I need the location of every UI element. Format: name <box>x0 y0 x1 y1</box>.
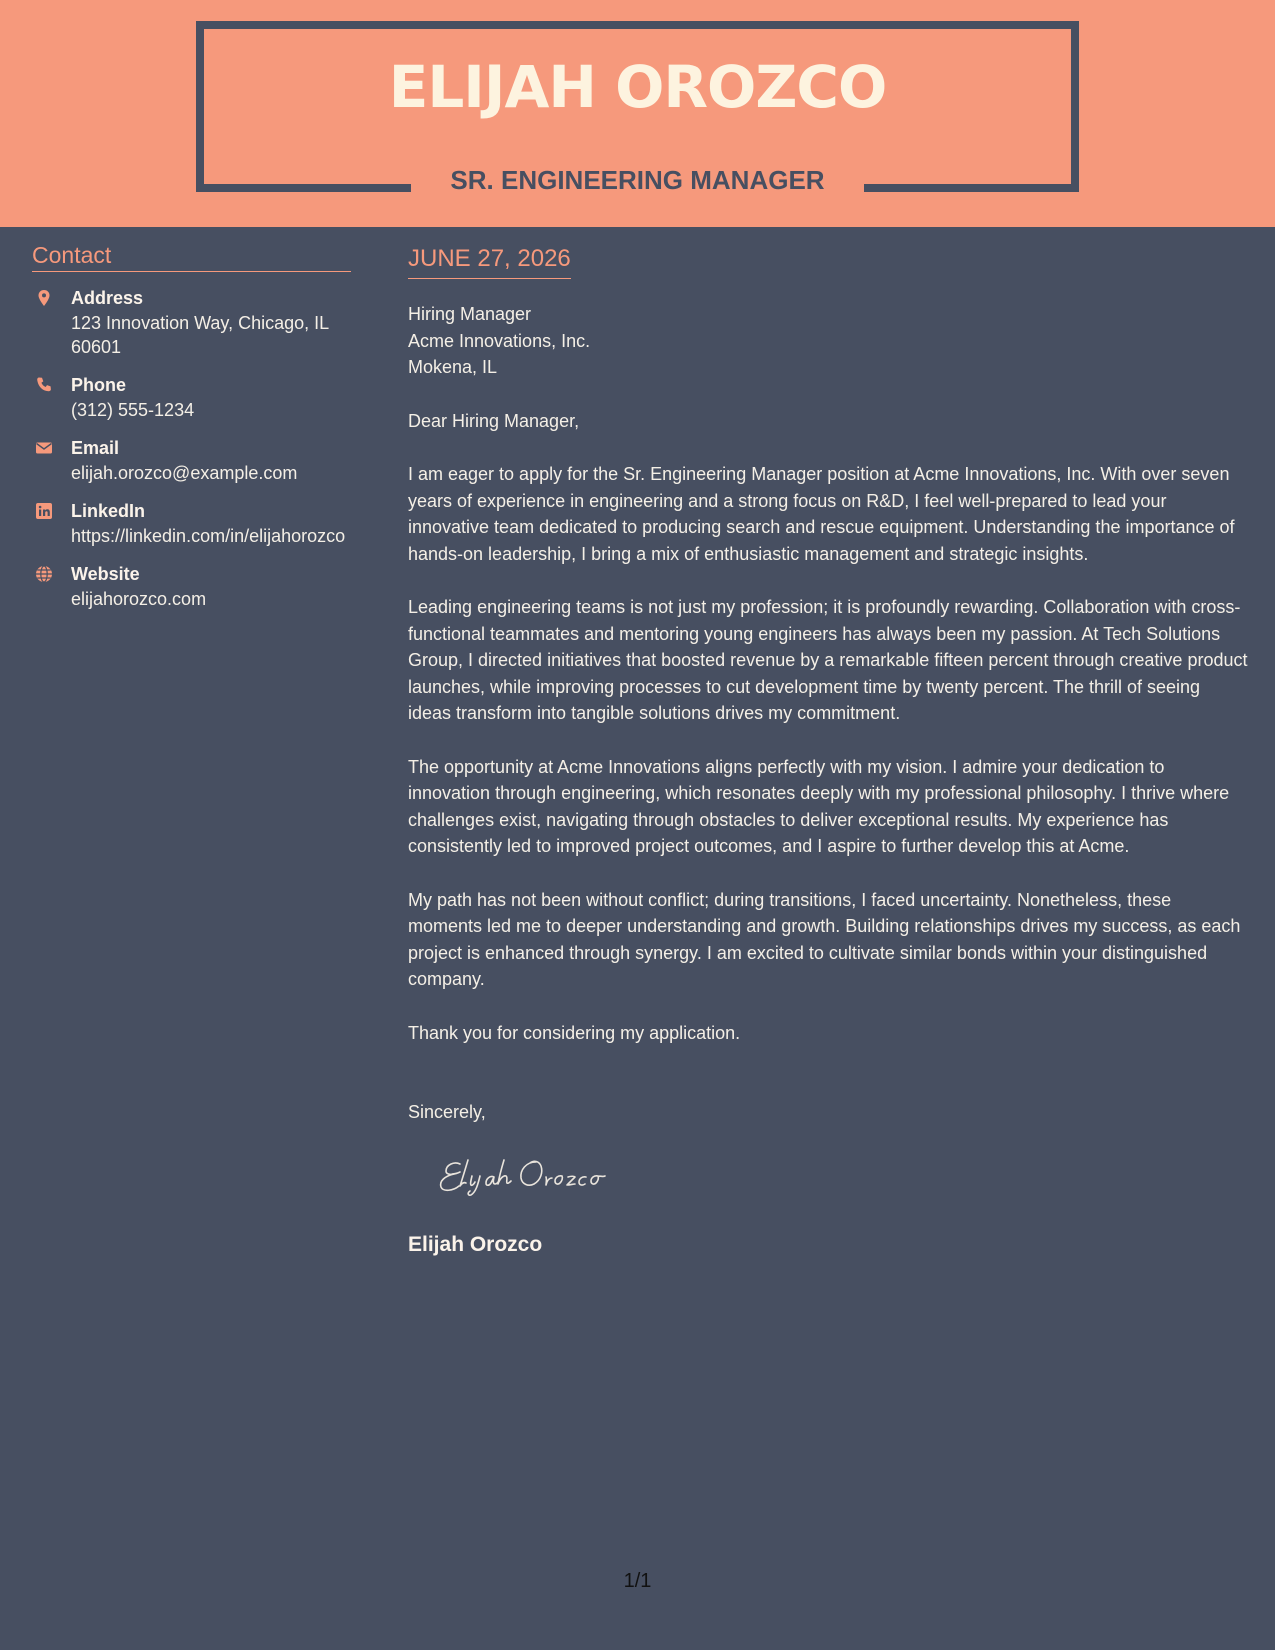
letter-paragraph: Leading engineering teams is not just my profession; it is profoundly rewarding. Collaboration with cross-functional teammates and mentoring young engineers has always been my passion. At Tech Solutions Group, I directed initiatives that boosted revenue by a remarkable fifteen percent through creative product launches, while improving processes to cut development time by twenty percent. The thrill of seeing ideas transform into tangible solutions drives my commitment. <box>408 597 1248 724</box>
letter-body <box>408 246 1248 1258</box>
letter-paragraph: The opportunity at Acme Innovations aligns perfectly with my vision. I admire your dedication to innovation through engineering, which resonates deeply with my professional philosophy. I thrive where challenges exist, navigating through obstacles to deliver exceptional results. My experience has consistently led to improved project outcomes, and I aspire to further develop this at Acme. <box>408 756 1230 857</box>
email-icon <box>35 439 53 457</box>
linkedin-value[interactable]: https://linkedin.com/in/elijahorozco <box>71 526 346 547</box>
letter-paragraph: My path has not been without conflict; during transitions, I faced uncertainty. Nonetheless, these moments led me to deeper understanding and growth. Building relationships drives my success, as each project is enhanced through synergy. I am excited to cultivate similar bonds within your distinguished company. <box>408 889 1241 990</box>
contact-label: Website <box>71 564 140 585</box>
email-value[interactable]: elijah.orozco@example.com <box>71 463 298 484</box>
recipient-line: Acme Innovations, Inc. <box>408 330 591 351</box>
contact-heading: Contact <box>32 243 351 272</box>
recipient-line: Mokena, IL <box>408 357 498 378</box>
linkedin-icon <box>35 502 53 520</box>
globe-icon <box>35 565 53 583</box>
contact-item-linkedin <box>32 499 351 548</box>
contact-item-phone <box>32 373 351 422</box>
map-pin-icon <box>35 289 53 307</box>
recipient-line: Hiring Manager <box>408 304 532 325</box>
recipient-block <box>408 301 1248 381</box>
contact-label: Address <box>71 288 144 309</box>
header-banner <box>0 0 1275 227</box>
website-value[interactable]: elijahorozco.com <box>71 589 207 610</box>
contact-sidebar <box>32 243 351 611</box>
handwritten-signature <box>438 1152 1248 1202</box>
letter-paragraph: I am eager to apply for the Sr. Engineering Manager position at Acme Innovations, Inc. With over seven years of experience in engineering and a strong focus on R&D, I feel well-prepared to lead your innovative team dedicated to producing search and rescue equipment. Understanding the importance of hands-on leadership, I bring a mix of enthusiastic management and strategic insights. <box>408 464 1235 564</box>
contact-item-email <box>32 436 351 485</box>
phone-icon <box>35 376 53 394</box>
address-value: 123 Innovation Way, Chicago, IL 60601 <box>71 313 329 358</box>
contact-label: Email <box>71 438 120 459</box>
contact-item-address <box>32 286 351 359</box>
salutation: Dear Hiring Manager, <box>408 410 580 431</box>
contact-label: LinkedIn <box>71 501 146 522</box>
contact-item-website <box>32 562 351 611</box>
letter-paragraph: Thank you for considering my application. <box>408 1022 741 1043</box>
letter-date: JUNE 27, 2026 <box>408 246 571 279</box>
phone-value: (312) 555-1234 <box>71 400 195 421</box>
page-indicator: 1/1 <box>623 1570 652 1592</box>
applicant-name: ELIJAH OROZCO <box>388 53 887 121</box>
contact-label: Phone <box>71 375 127 396</box>
closing: Sincerely, <box>408 1102 486 1123</box>
job-title: SR. ENGINEERING MANAGER <box>450 165 825 195</box>
signer-name: Elijah Orozco <box>408 1232 543 1256</box>
